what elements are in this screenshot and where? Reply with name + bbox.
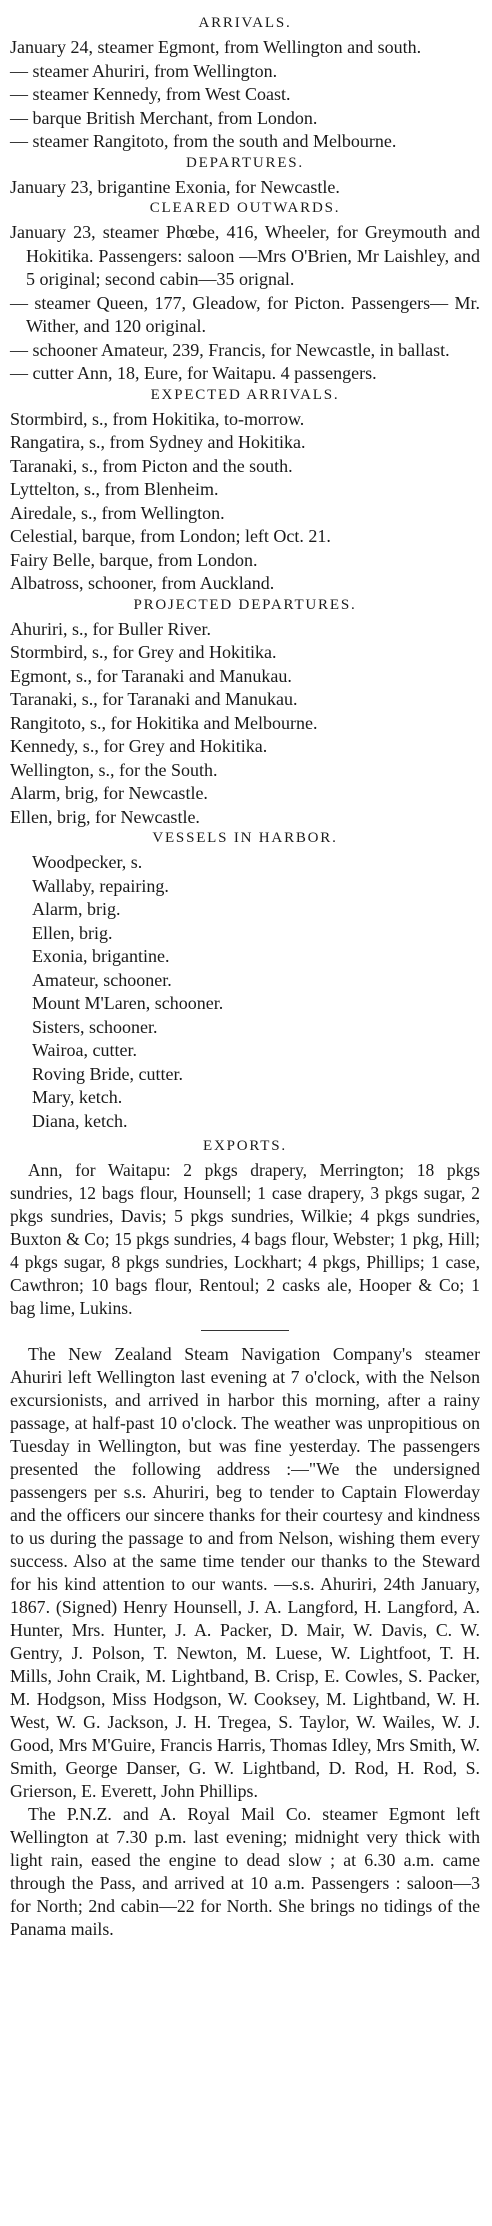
vessel-entry: Wairoa, cutter.: [32, 1040, 138, 1060]
vessel-entry: Wallaby, repairing.: [32, 875, 169, 896]
projected-departure-entry: Egmont, s., for Taranaki and Manukau.: [10, 665, 292, 686]
vessel-entry: Woodpecker, s.: [32, 852, 143, 872]
projected-departure-entry: Kennedy, s., for Grey and Hokitika.: [10, 736, 268, 756]
news-paragraph-ahuriri: The New Zealand Steam Navigation Company's steamer Ahuriri left Wellington last evening at 7 o'clock, with the Nelson excursionists, and arrived in harbor this morning, after a rainy passage, at half-past 10 o'clock. The weather was unpropitious on Tuesday in Wellington, but was fine yesterday. The passengers presented the following address :—"We the undersigned passengers per s.s. Ahuriri, beg to tender to Captain Flowerday and the officers our sincere thanks for their courtesy and kindness to us during the passage to and from Nelson, wishing them every success. Also at the same time tender our thanks to the Steward for his kind attention to our wants. —s.s. Ahuriri, 24th January, 1867. (Signed) Henry Hounsell, J. A. Langford, H. Langford, A. Hunter, Mrs. Hunter, J. A. Packer, D. Mair, W. Davis, C. W. Gentry, J. Polson, T. Newton, M. Luese, W. Lightfoot, T. H. Mills, John Craik, M. Lightband, B. Crisp, E. Cowles, S. Packer, M. Hodgson, Miss Hodgson, W. Cooksey, M. Lightband, W. H. West, W. G. Jackson, J. H. Tregea, S. Taylor, W. Wailes, W. J. Good, Mrs M'Guire, Francis Harris, Thomas Idley, Mrs Smith, W. Smith, George Danser, G. W. Lightband, D. Rod, H. Rod, S. Grierson, E. Everett, John Phillips.: [10, 1344, 480, 1801]
expected-arrival-entry: Albatross, schooner, from Auckland.: [10, 573, 275, 593]
cleared-entry: January 23, steamer Phœbe, 416, Wheeler, for Greymouth and Hokitika. Passengers: saloon —Mrs O'Brien, Mr Laishley, and 5 original; second cabin—35 orignal.: [10, 222, 480, 289]
cleared-entry: — schooner Amateur, 239, Francis, for Newcastle, in ballast.: [10, 339, 450, 360]
exports-section: [10, 1137, 480, 1320]
cleared-entry: — cutter Ann, 18, Eure, for Waitapu. 4 passengers.: [10, 363, 377, 383]
vessels-in-harbor-section: [10, 829, 480, 1133]
exports-heading: EXPORTS.: [203, 1138, 287, 1154]
projected-departure-entry: Ellen, brig, for Newcastle.: [10, 806, 200, 827]
vessel-entry: Exonia, brigantine.: [32, 946, 170, 966]
projected-departure-entry: Rangitoto, s., for Hokitika and Melbourne.: [10, 712, 318, 733]
arrival-entry: — steamer Ahuriri, from Wellington.: [10, 60, 278, 81]
projected-departures-heading: PROJECTED DEPARTURES.: [133, 596, 357, 613]
vessel-entry: Diana, ketch.: [32, 1110, 128, 1131]
news-paragraph-egmont: The P.N.Z. and A. Royal Mail Co. steamer Egmont left Wellington at 7.30 p.m. last evening; midnight very thick with light rain, eased the engine to dead slow ; at 6.30 a.m. came through the Pass, and arrived at 10 a.m. Passengers : saloon—3 for North; 2nd cabin—22 for North. She brings no tidings of the Panama mails.: [10, 1804, 480, 1939]
expected-arrivals-section: [10, 386, 480, 596]
expected-arrival-entry: Rangatira, s., from Sydney and Hokitika.: [10, 432, 306, 452]
vessel-entry: Amateur, schooner.: [32, 969, 172, 990]
expected-arrival-entry: Stormbird, s., from Hokitika, to-morrow.: [10, 408, 305, 429]
departure-entry: January 23, brigantine Exonia, for Newcastle.: [10, 176, 340, 197]
section-divider: [201, 1330, 289, 1331]
expected-arrival-entry: Airedale, s., from Wellington.: [10, 502, 225, 523]
vessels-in-harbor-heading: VESSELS IN HARBOR.: [152, 830, 338, 846]
projected-departure-entry: Alarm, brig, for Newcastle.: [10, 783, 208, 803]
expected-arrival-entry: Fairy Belle, barque, from London.: [10, 549, 258, 570]
exports-text: Ann, for Waitapu: 2 pkgs drapery, Merrington; 18 pkgs sundries, 12 bags flour, Hounsell; 1 case drapery, 3 pkgs sugar, 2 pkgs sundries, Davis; 5 pkgs sundries, Wilkie; 4 pkgs sundries, Buxton & Co; 15 pkgs sundries, 4 bags flour, Webster; 1 pkg, Hill; 4 pkgs sugar, 8 pkgs sundries, Lockhart; 4 pkgs, Phillips; 1 case, Cawthron; 10 bags flour, Rentoul; 2 casks ale, Hooper & Co; 1 bag lime, Lukins.: [10, 1160, 480, 1318]
expected-arrival-entry: Taranaki, s., from Picton and the south.: [10, 455, 293, 476]
cleared-outwards-heading: CLEARED OUTWARDS.: [149, 200, 341, 216]
arrival-entry: — barque British Merchant, from London.: [10, 107, 318, 128]
arrival-entry: January 24, steamer Egmont, from Wellington and south.: [10, 37, 422, 57]
expected-arrival-entry: Celestial, barque, from London; left Oct. 21.: [10, 526, 331, 546]
projected-departure-entry: Taranaki, s., for Taranaki and Manukau.: [10, 689, 298, 709]
vessel-entry: Roving Bride, cutter.: [32, 1063, 183, 1084]
vessel-entry: Mount M'Laren, schooner.: [32, 993, 224, 1013]
expected-arrival-entry: Lyttelton, s., from Blenheim.: [10, 479, 219, 499]
expected-arrivals-heading: EXPECTED ARRIVALS.: [150, 386, 340, 403]
projected-departure-entry: Wellington, s., for the South.: [10, 759, 218, 780]
vessel-entry: Mary, ketch.: [32, 1087, 123, 1107]
vessel-entry: Ellen, brig.: [32, 922, 113, 943]
arrivals-heading: ARRIVALS.: [198, 15, 292, 31]
projected-departure-entry: Ahuriri, s., for Buller River.: [10, 618, 211, 639]
arrival-entry: — steamer Kennedy, from West Coast.: [10, 84, 291, 104]
cleared-outwards-section: [10, 199, 480, 386]
vessel-entry: Alarm, brig.: [32, 899, 121, 919]
projected-departures-section: [10, 596, 480, 830]
departures-section: [10, 154, 480, 200]
arrival-entry: — steamer Rangitoto, from the south and Melbourne.: [10, 131, 397, 151]
news-section: [10, 1343, 480, 1941]
departures-heading: DEPARTURES.: [186, 154, 304, 171]
projected-departure-entry: Stormbird, s., for Grey and Hokitika.: [10, 642, 277, 662]
cleared-entry: — steamer Queen, 177, Gleadow, for Picton. Passengers— Mr. Wither, and 120 original.: [10, 292, 480, 336]
vessel-entry: Sisters, schooner.: [32, 1016, 158, 1037]
shipping-column: [10, 14, 480, 1941]
arrivals-section: [10, 14, 480, 154]
